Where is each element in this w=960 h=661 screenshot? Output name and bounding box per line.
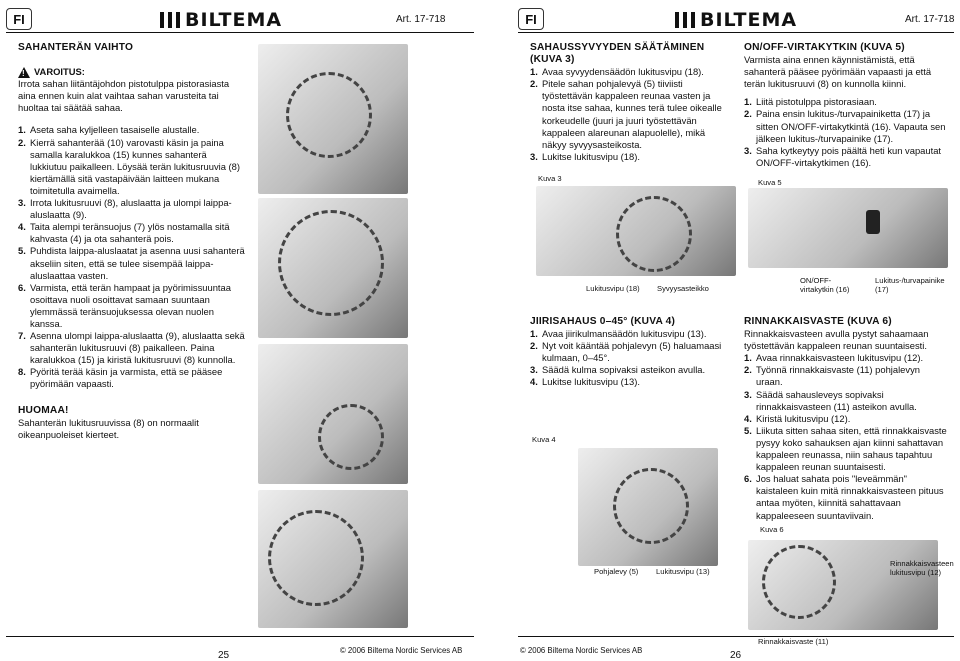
right-page	[480, 0, 960, 661]
header-rule	[518, 32, 954, 33]
biltema-logo: BILTEMA	[675, 10, 797, 30]
depth-photo	[536, 186, 736, 276]
list-item: 3. Lukitse lukitusvipu (18).	[530, 150, 640, 162]
warning-icon: !	[18, 67, 30, 78]
warning-text: Irrota sahan liitäntäjohdon pistotulppa pistorasiasta aina ennen kuin alat vaihtaa sahan varusteita tai huoltaa tai säätää sahaa.	[18, 78, 230, 114]
biltema-logo: BILTEMA	[160, 10, 282, 30]
list-item: 4. Kiristä lukitusvipu (12).	[744, 412, 851, 424]
article-number: Art. 17-718	[905, 14, 955, 25]
caption: Syvyysasteikko	[657, 284, 709, 293]
warning-heading: ! VAROITUS:	[18, 66, 246, 78]
list-item: 1. Aseta saha kyljelleen tasaiselle alustalle.	[18, 124, 200, 136]
left-header	[0, 8, 480, 32]
list-item: 5. Liikuta sitten sahaa siten, että rinnakkaisvaste pysyy koko sahauksen ajan kiinni sahattavan kappaleen reunassa, niin sahaus tapahtuu kappaleen reunan suuntaisesti.	[744, 424, 947, 473]
left-text-column	[18, 42, 246, 441]
right-header	[480, 8, 960, 32]
checkered-flag-icon	[675, 12, 697, 28]
caption: Rinnakkaisvasteen lukitusvipu (12)	[890, 559, 954, 577]
list-item: 3. Säädä kulma sopivaksi asteikon avulla.	[530, 364, 706, 376]
onoff-photo	[748, 188, 948, 268]
footer-rule	[6, 636, 474, 637]
figure-label: Kuva 4	[532, 435, 556, 444]
saw-blade-photo-2	[258, 198, 408, 338]
list-item: 1. Avaa rinnakkaisvasteen lukitusvipu (12).	[744, 352, 924, 364]
caption: Pohjalevy (5)	[594, 567, 639, 576]
list-item: 7. Asenna ulompi laippa-aluslaatta (9), aluslaatta sekä sahanterän lukitusruuvi (8) paikalleen. Paina karalukkoa (15) ja kiristä lukitusruuvi (8) kunnolla.	[18, 330, 245, 366]
list-item: 2. Nyt voit kääntää pohjalevyn (5) haluamaasi kulmaan, 0–45°.	[530, 340, 722, 364]
list-item: 5. Puhdista laippa-aluslaatat ja asenna uusi sahanterä akseliin siten, että se tulee sisempää laippa-aluslaattaa vasten.	[18, 245, 245, 281]
list-item: 6. Varmista, että terän hampaat ja pyörimissuuntaa osoittava nuoli osoittavat samaan suuntaan ylemmässä teränsuojuksessa olevan nuolen kanssa.	[18, 281, 231, 329]
list-item: 1. Liitä pistotulppa pistorasiaan.	[744, 96, 877, 108]
article-number: Art. 17-718	[396, 14, 446, 25]
depth-title: SAHAUSSYVYYDEN SÄÄTÄMINEN (KUVA 3)	[530, 42, 705, 66]
note-text: Sahanterän lukitusruuvissa (8) on normaalit oikeanpuoleiset kierteet.	[18, 416, 199, 440]
caption: ON/OFF-virtakytkin (16)	[800, 276, 850, 294]
page-number: 25	[218, 650, 230, 661]
list-item: 3. Säädä sahausleveys sopivaksi rinnakkaisvasteen (11) asteikon avulla.	[744, 388, 917, 412]
language-badge: FI	[518, 8, 544, 30]
bevel-section	[530, 316, 730, 389]
header-rule	[6, 32, 474, 33]
caption: Lukitusvipu (18)	[586, 284, 640, 293]
list-item: 3. Irrota lukitusruuvi (8), aluslaatta ja ulompi laippa-aluslaatta (9).	[18, 197, 232, 221]
page-number: 26	[730, 650, 742, 661]
steps-list	[18, 124, 246, 390]
footer-rule	[518, 636, 954, 637]
figure-label: Kuva 3	[538, 174, 562, 183]
onoff-intro: Varmista aina ennen käynnistämistä, että sahanterä pääsee pyörimään vapaasti ja että terän lukitusruuvi (8) on kunnolla kiinni.	[744, 54, 932, 90]
bevel-photo	[578, 448, 718, 566]
saw-blade-photo-4	[258, 490, 408, 628]
note-title: HUOMAA!	[18, 404, 69, 416]
list-item: 2. Pitele sahan pohjalevyä (5) tiiviisti työstettävän kappaleen reunaa vasten ja nosta itse sahaa, kunnes terä tulee oikealle korkeudelle (juuri ja juuri työstettävän kappaleen alareunan alapuolelle), mikä näkyy syvyysasteikosta.	[530, 78, 722, 150]
list-item: 1. Avaa syvyydensäädön lukitusvipu (18).	[530, 66, 704, 78]
saw-blade-photo-3	[258, 344, 408, 484]
fence-section	[744, 316, 948, 522]
list-item: 8. Pyöritä terää käsin ja varmista, että se pääsee pyörimään vapaasti.	[18, 366, 223, 390]
caption: Lukitus-/turvapainike (17)	[875, 276, 945, 294]
language-badge: FI	[6, 8, 32, 30]
fence-photo	[748, 540, 938, 630]
fence-title: RINNAKKAISVASTE (KUVA 6)	[744, 316, 892, 327]
list-item: 4. Lukitse lukitusvipu (13).	[530, 376, 640, 388]
copyright: © 2006 Biltema Nordic Services AB	[520, 646, 643, 655]
list-item: 2. Työnnä rinnakkaisvaste (11) pohjalevyn uraan.	[744, 364, 920, 388]
section-title: SAHANTERÄN VAIHTO	[18, 42, 134, 53]
figure-label: Kuva 5	[758, 178, 782, 187]
list-item: 3. Saha kytkeytyy pois päältä heti kun vapautat ON/OFF-virtakytkimen (16).	[744, 144, 942, 168]
caption: Rinnakkaisvaste (11)	[758, 637, 829, 646]
checkered-flag-icon	[160, 12, 182, 28]
onoff-title: ON/OFF-VIRTAKYTKIN (KUVA 5)	[744, 42, 905, 53]
list-item: 6. Jos haluat sahata pois "leveämmän" kaistaleen kuin mitä rinnakkaisvasteen pituus antaa myöten, kiinnitä sahattavaan kappaleeseen suuntaviivain.	[744, 473, 944, 521]
depth-section	[530, 42, 730, 163]
caption: Lukitusvipu (13)	[656, 567, 710, 576]
list-item: 1. Avaa jiirikulmansäädön lukitusvipu (13).	[530, 328, 707, 340]
list-item: 2. Kierrä sahanterää (10) varovasti käsin ja paina samalla karalukkoa (15) kunnes sahanterä lukkiutuu paikalleen. Löysää terän lukitusruuvia (8) kiertämällä sitä vastapäivään laitteen mukana toimitetulla avaimella.	[18, 136, 241, 196]
copyright: © 2006 Biltema Nordic Services AB	[340, 646, 463, 655]
list-item: 4. Taita alempi teränsuojus (7) ylös nostamalla sitä kahvasta (4) ja ota sahanterä pois.	[18, 221, 230, 245]
fence-intro: Rinnakkaisvasteen avulla pystyt sahaamaan työstettävän kappaleen reunan suuntaisesti.	[744, 328, 929, 352]
figure-label: Kuva 6	[760, 525, 784, 534]
bevel-title: JIIRISAHAUS 0–45° (KUVA 4)	[530, 316, 676, 327]
onoff-section	[744, 42, 948, 169]
saw-blade-photo-1	[258, 44, 408, 194]
list-item: 2. Paina ensin lukitus-/turvapainiketta (17) ja sitten ON/OFF-virtakytkintä (16). Vapauta sen jälkeen lukitus-/turvapainike (17).	[744, 108, 946, 144]
